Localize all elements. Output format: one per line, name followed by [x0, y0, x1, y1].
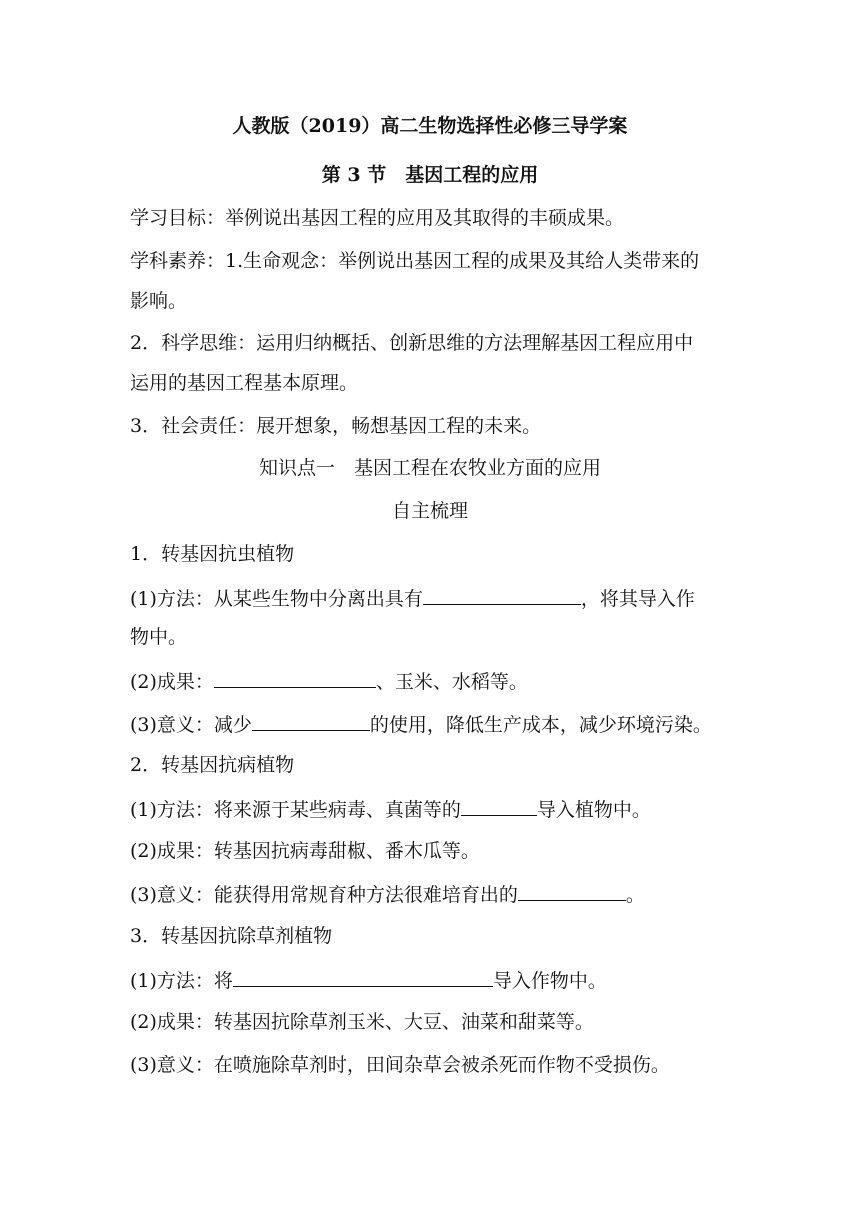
section-2-meaning-text-b: 。	[625, 884, 645, 906]
section-2-meaning	[130, 880, 645, 908]
section-1-meaning-text-a: (3)意义：减少	[130, 714, 252, 736]
section-3-meaning: (3)意义：在喷施除草剂时，田间杂草会被杀死而作物不受损伤。	[130, 1054, 670, 1076]
section-2-result: (2)成果：转基因抗病毒甜椒、番木瓜等。	[130, 840, 480, 862]
section-3-method-text-b: 导入作物中。	[492, 970, 607, 992]
section-2-method	[130, 795, 651, 823]
section-title: 第 3 节 基因工程的应用	[321, 164, 539, 186]
section-1-method-cont: 物中。	[130, 626, 188, 648]
fill-in-blank[interactable]	[518, 880, 626, 901]
fill-in-blank[interactable]	[214, 667, 376, 688]
section-1-meaning	[130, 710, 712, 738]
fill-in-blank[interactable]	[461, 795, 537, 816]
knowledge-point-heading: 知识点一 基因工程在农牧业方面的应用	[258, 457, 601, 479]
section-1-meaning-text-b: 的使用，降低生产成本，减少环境污染。	[369, 714, 712, 736]
section-1-result-text-a: (2)成果：	[130, 671, 214, 693]
learning-objectives: 学习目标：举例说出基因工程的应用及其取得的丰硕成果。	[130, 207, 625, 229]
section-3-heading: 3．转基因抗除草剂植物	[130, 925, 333, 947]
section-2-method-text-a: (1)方法：将来源于某些病毒、真菌等的	[130, 799, 461, 821]
document-title: 人教版（2019）高二生物选择性必修三导学案	[232, 115, 628, 137]
section-1-result-text-b: 、玉米、水稻等。	[375, 671, 528, 693]
section-3-method-text-a: (1)方法：将	[130, 970, 233, 992]
section-2-heading: 2．转基因抗病植物	[130, 754, 295, 776]
literacy-3: 3．社会责任：展开想象，畅想基因工程的未来。	[130, 415, 542, 437]
section-3-method	[130, 966, 607, 994]
section-2-meaning-text-a: (3)意义：能获得用常规育种方法很难培育出的	[130, 884, 518, 906]
section-3-result: (2)成果：转基因抗除草剂玉米、大豆、油菜和甜菜等。	[130, 1011, 594, 1033]
literacy-2-line-1: 2．科学思维：运用归纳概括、创新思维的方法理解基因工程应用中	[130, 332, 694, 354]
section-1-method-text-b: ，将其导入作	[580, 588, 695, 610]
self-study-heading: 自主梳理	[391, 500, 468, 522]
section-1-method	[130, 584, 695, 612]
section-2-method-text-b: 导入植物中。	[536, 799, 651, 821]
literacy-2-line-2: 运用的基因工程基本原理。	[130, 372, 359, 394]
section-1-method-text-a: (1)方法：从某些生物中分离出具有	[130, 588, 423, 610]
fill-in-blank[interactable]	[233, 966, 493, 987]
literacy-1-line-1: 学科素养：1.生命观念：举例说出基因工程的成果及其给人类带来的	[130, 250, 700, 272]
fill-in-blank[interactable]	[423, 584, 581, 605]
literacy-1-line-2: 影响。	[130, 290, 188, 312]
section-1-result	[130, 667, 528, 695]
section-1-heading: 1．转基因抗虫植物	[130, 543, 295, 565]
fill-in-blank[interactable]	[252, 710, 370, 731]
